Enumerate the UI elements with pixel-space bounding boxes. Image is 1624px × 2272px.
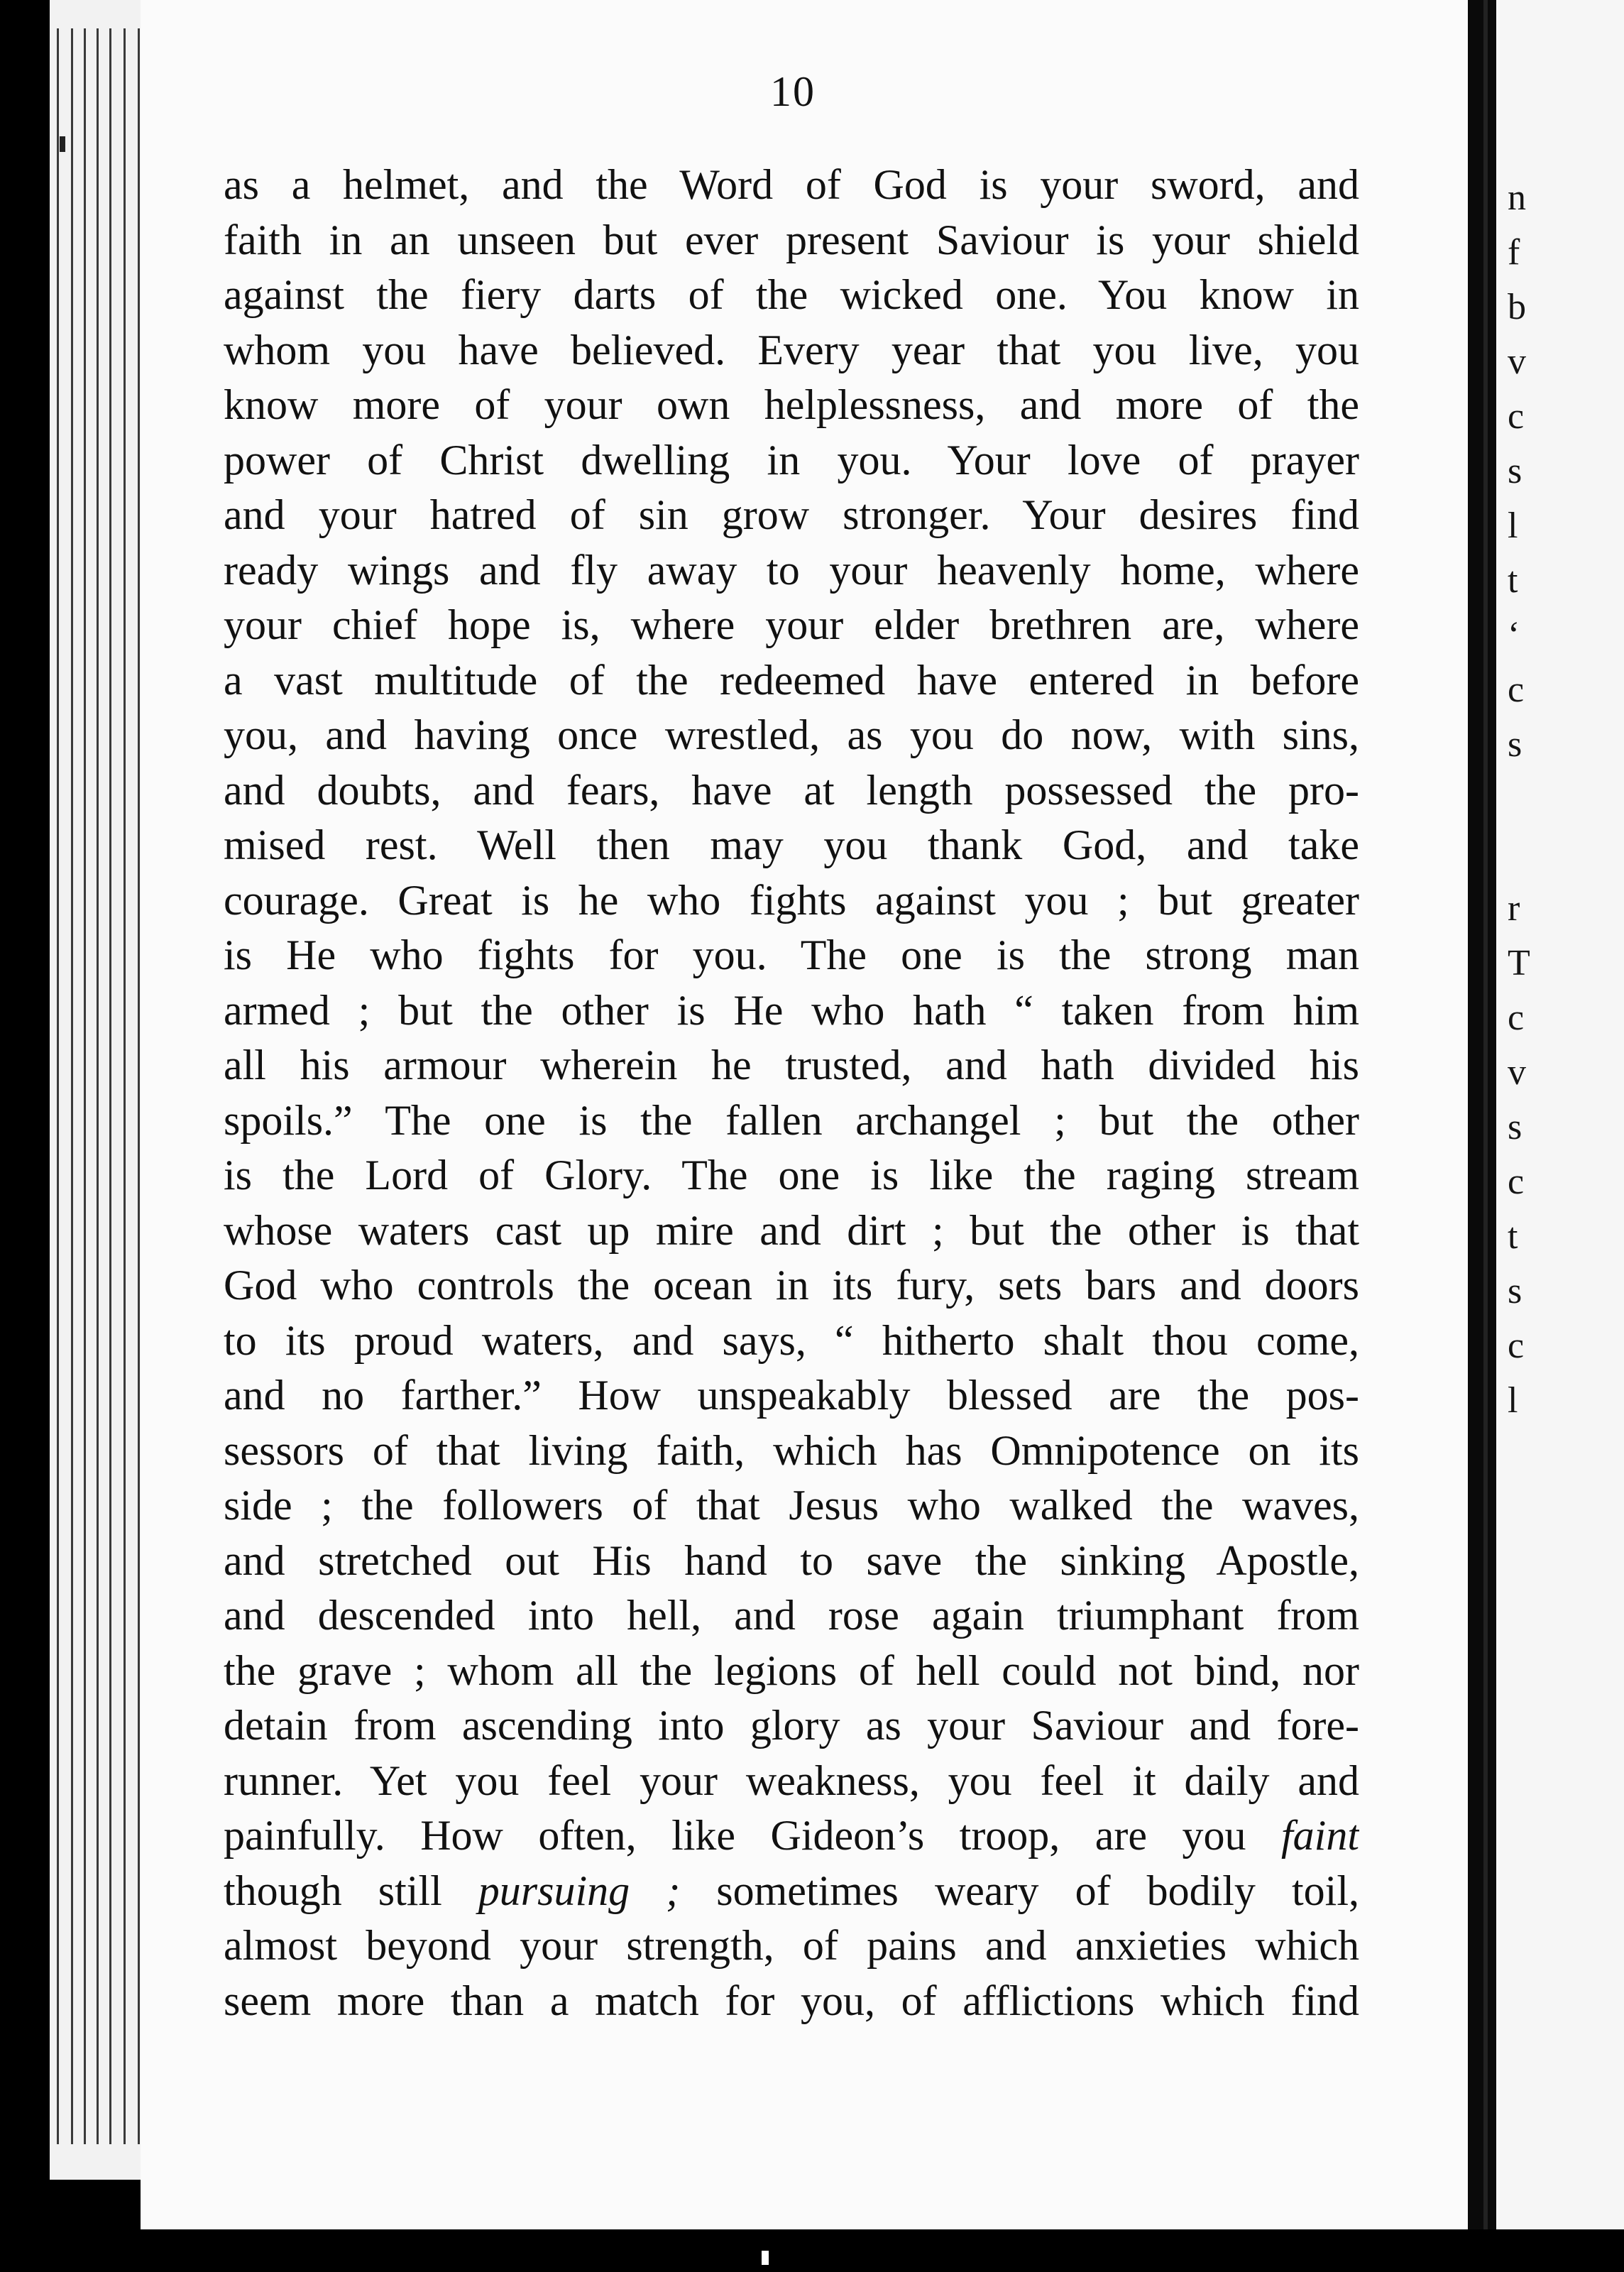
emphasized-word: pursuing ; <box>478 1867 681 1914</box>
facing-page-fragment: r <box>1508 888 1520 929</box>
facing-page-fragment: t <box>1508 560 1518 601</box>
text-line: seem more than a match for you, of afflictions which find <box>224 1977 1359 2024</box>
spine-shadow <box>1483 0 1488 2229</box>
facing-page-fragment <box>1508 1756 1530 1810</box>
facing-page-text-fragments <box>1508 170 1530 2029</box>
text-line: against the fiery darts of the wicked one. You know in <box>224 271 1359 318</box>
facing-page-fragment: s <box>1508 1271 1522 1311</box>
text-line: spoils.” The one is the fallen archangel ; but the other <box>224 1096 1359 1144</box>
scan-speck <box>60 136 65 152</box>
facing-page-fragment <box>1508 1646 1530 1701</box>
facing-page-fragment: v <box>1508 1052 1526 1093</box>
emphasized-word: faint <box>1280 1812 1359 1859</box>
facing-page-fragment <box>1508 1592 1530 1646</box>
text-line: is He who fights for you. The one is the strong man <box>224 932 1359 978</box>
facing-page-fragment: l <box>1508 1380 1518 1421</box>
facing-page-fragment: n <box>1508 178 1526 218</box>
facing-page-fragment: s <box>1508 451 1522 491</box>
leaf-edge-line <box>138 28 140 2144</box>
scan-speck <box>762 2251 769 2265</box>
stacked-page-edges <box>50 0 142 2180</box>
leaf-edge-line <box>109 28 111 2144</box>
facing-page-fragment: s <box>1508 724 1522 765</box>
leaf-edge-line <box>124 28 126 2144</box>
text-line: know more of your own helplessness, and more of the <box>224 381 1359 428</box>
facing-page-fragment: c <box>1508 396 1525 437</box>
facing-page-fragment <box>1508 772 1530 826</box>
leaf-edge-line <box>71 28 73 2144</box>
text-line: whose waters cast up mire and dirt ; but the other is that <box>224 1206 1359 1254</box>
facing-page-fragment: l <box>1508 506 1518 546</box>
text-line: though still pursuing ; sometimes weary of bodily toil, <box>224 1867 1359 1914</box>
facing-page-fragment: ‘ <box>1508 615 1520 655</box>
text-line: painfully. How often, like Gideon’s troop, are you faint <box>224 1812 1359 1859</box>
facing-page-fragment: b <box>1508 287 1526 327</box>
text-line: detain from ascending into glory as your Saviour and fore- <box>224 1702 1359 1749</box>
book-spine-gutter <box>1468 0 1496 2229</box>
facing-page-fragment: s <box>1508 1107 1522 1147</box>
text-line: ready wings and fly away to your heavenly home, where <box>224 546 1359 594</box>
text-line: and your hatred of sin grow stronger. Your desires find <box>224 491 1359 538</box>
text-line: faith in an unseen but ever present Saviour is your shield <box>224 216 1359 263</box>
text-line: and descended into hell, and rose again triumphant from <box>224 1592 1359 1639</box>
text-line: side ; the followers of that Jesus who walked the waves, <box>224 1482 1359 1529</box>
text-line: and doubts, and fears, have at length possessed the pro- <box>224 766 1359 814</box>
text-line: armed ; but the other is He who hath “ taken from him <box>224 986 1359 1034</box>
text-line: almost beyond your strength, of pains and anxieties which <box>224 1922 1359 1969</box>
leaf-edge-line <box>84 28 86 2144</box>
facing-page-fragment <box>1508 1865 1530 1920</box>
text-line: you, and having once wrestled, as you do now, with sins, <box>224 711 1359 758</box>
facing-page-fragment: c <box>1508 998 1525 1038</box>
text-line: sessors of that living faith, which has Omnipotence on its <box>224 1426 1359 1474</box>
facing-page-fragment <box>1508 826 1530 881</box>
facing-page-fragment: c <box>1508 1326 1525 1366</box>
facing-page-fragment: c <box>1508 1162 1525 1202</box>
facing-page-fragment: t <box>1508 1216 1518 1257</box>
text-line: power of Christ dwelling in you. Your love of prayer <box>224 436 1359 484</box>
text-line: is the Lord of Glory. The one is like the raging stream <box>224 1152 1359 1198</box>
facing-page-fragment <box>1508 1428 1530 1482</box>
facing-page-fragment <box>1508 1810 1530 1865</box>
facing-page-fragment: v <box>1508 342 1526 382</box>
facing-page-fragment: f <box>1508 232 1520 273</box>
text-line: all his armour wherein he trusted, and hath divided his <box>224 1042 1359 1088</box>
facing-page-fragment <box>1508 1975 1530 2029</box>
text-line: and stretched out His hand to save the sinking Apostle, <box>224 1536 1359 1584</box>
text-line: runner. Yet you feel your weakness, you feel it daily and <box>224 1757 1359 1804</box>
text-line: and no farther.” How unspeakably blessed are the pos- <box>224 1372 1359 1419</box>
leaf-edge-line <box>97 28 99 2144</box>
leaf-edge-line <box>57 28 59 2144</box>
facing-page-fragment: c <box>1508 670 1525 710</box>
text-line: mised rest. Well then may you thank God, and take <box>224 821 1359 868</box>
page-number: 10 <box>770 68 816 115</box>
text-line: a vast multitude of the redeemed have entered in before <box>224 656 1359 704</box>
text-line: your chief hope is, where your elder brethren are, where <box>224 601 1359 648</box>
text-line: to its proud waters, and says, “ hitherto shalt thou come, <box>224 1316 1359 1364</box>
text-line: as a helmet, and the Word of God is your sword, and <box>224 161 1359 208</box>
text-line: the grave ; whom all the legions of hell could not bind, nor <box>224 1646 1359 1694</box>
facing-page-fragment <box>1508 1482 1530 1537</box>
facing-page-fragment <box>1508 1701 1530 1756</box>
page-text <box>224 158 1359 2028</box>
text-line: courage. Great is he who fights against you ; but greater <box>224 876 1359 924</box>
facing-page-fragment <box>1508 1537 1530 1592</box>
facing-page-fragment <box>1508 1920 1530 1975</box>
text-line: God who controls the ocean in its fury, sets bars and doors <box>224 1262 1359 1309</box>
text-line: whom you have believed. Every year that you live, you <box>224 326 1359 373</box>
facing-page-edge <box>1496 0 1624 2229</box>
facing-page-fragment: T <box>1508 943 1530 983</box>
